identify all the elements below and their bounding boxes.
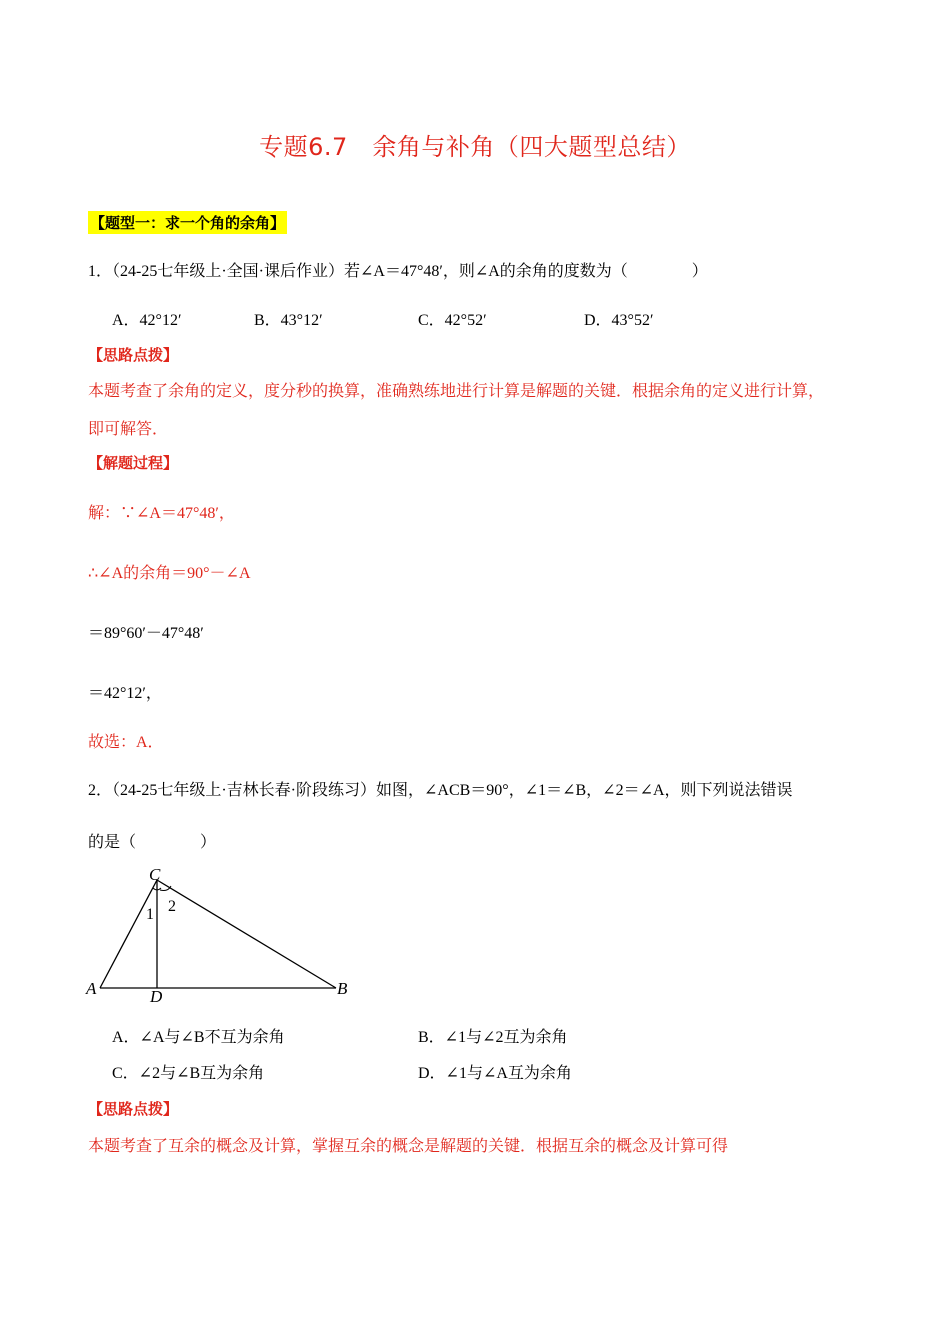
page-title: 专题6.7 余角与补角（四大题型总结） [259, 133, 691, 161]
angle-2-arc [160, 886, 171, 891]
q2-option-b: B．∠1与∠2互为余角 [418, 1029, 568, 1046]
q1-option-a: A．42°12′ [112, 312, 182, 329]
q2-hint-label: 【思路点拨】 [88, 1100, 179, 1118]
q1-answer: 故选：A． [88, 734, 164, 751]
q2-option-d: D．∠1与∠A互为余角 [418, 1065, 572, 1082]
label-angle-1: 1 [146, 906, 154, 923]
q1-stem: 1．（24-25七年级上·全国·课后作业）若∠A＝47°48′，则∠A的余角的度数为（ ） [88, 263, 708, 280]
label-b: B [337, 979, 348, 998]
q2-option-c: C．∠2与∠B互为余角 [112, 1065, 265, 1082]
q1-step-3: ＝89°60′－47°48′ [88, 625, 204, 642]
q1-option-c: C．42°52′ [418, 312, 487, 329]
section-tag-type-1: 【题型一：求一个角的余角】 [88, 211, 287, 234]
q1-hint-line-1: 本题考查了余角的定义，度分秒的换算，准确熟练地进行计算是解题的关键．根据余角的定义进行计算， [88, 383, 825, 400]
q1-option-d: D．43°52′ [584, 312, 654, 329]
segment-ac [100, 880, 157, 988]
q2-stem-line-1: 2．（24-25七年级上·吉林长春·阶段练习）如图，∠ACB＝90°，∠1＝∠B，∠2＝∠A，则下列说法错误 [88, 782, 793, 799]
triangle-figure [80, 860, 360, 1010]
q2-hint-line-1: 本题考查了互余的概念及计算，掌握互余的概念是解题的关键．根据互余的概念及计算可得 [88, 1138, 729, 1155]
label-a: A [86, 979, 97, 998]
label-d: D [150, 987, 163, 1006]
q2-stem-line-2: 的是（ ） [88, 834, 217, 851]
q1-step-2: ∴∠A的余角＝90°－∠A [88, 565, 251, 582]
q1-hint-line-2: 即可解答． [88, 421, 169, 438]
q1-option-b: B．43°12′ [254, 312, 323, 329]
label-angle-2: 2 [168, 898, 176, 915]
label-c: C [149, 865, 161, 884]
q2-option-a: A．∠A与∠B不互为余角 [112, 1029, 285, 1046]
q1-solution-label: 【解题过程】 [88, 454, 179, 472]
q1-hint-label: 【思路点拨】 [88, 346, 179, 364]
segment-cb [157, 880, 336, 988]
q1-step-1: 解：∵∠A＝47°48′， [88, 505, 235, 522]
q1-step-4: ＝42°12′， [88, 685, 162, 702]
